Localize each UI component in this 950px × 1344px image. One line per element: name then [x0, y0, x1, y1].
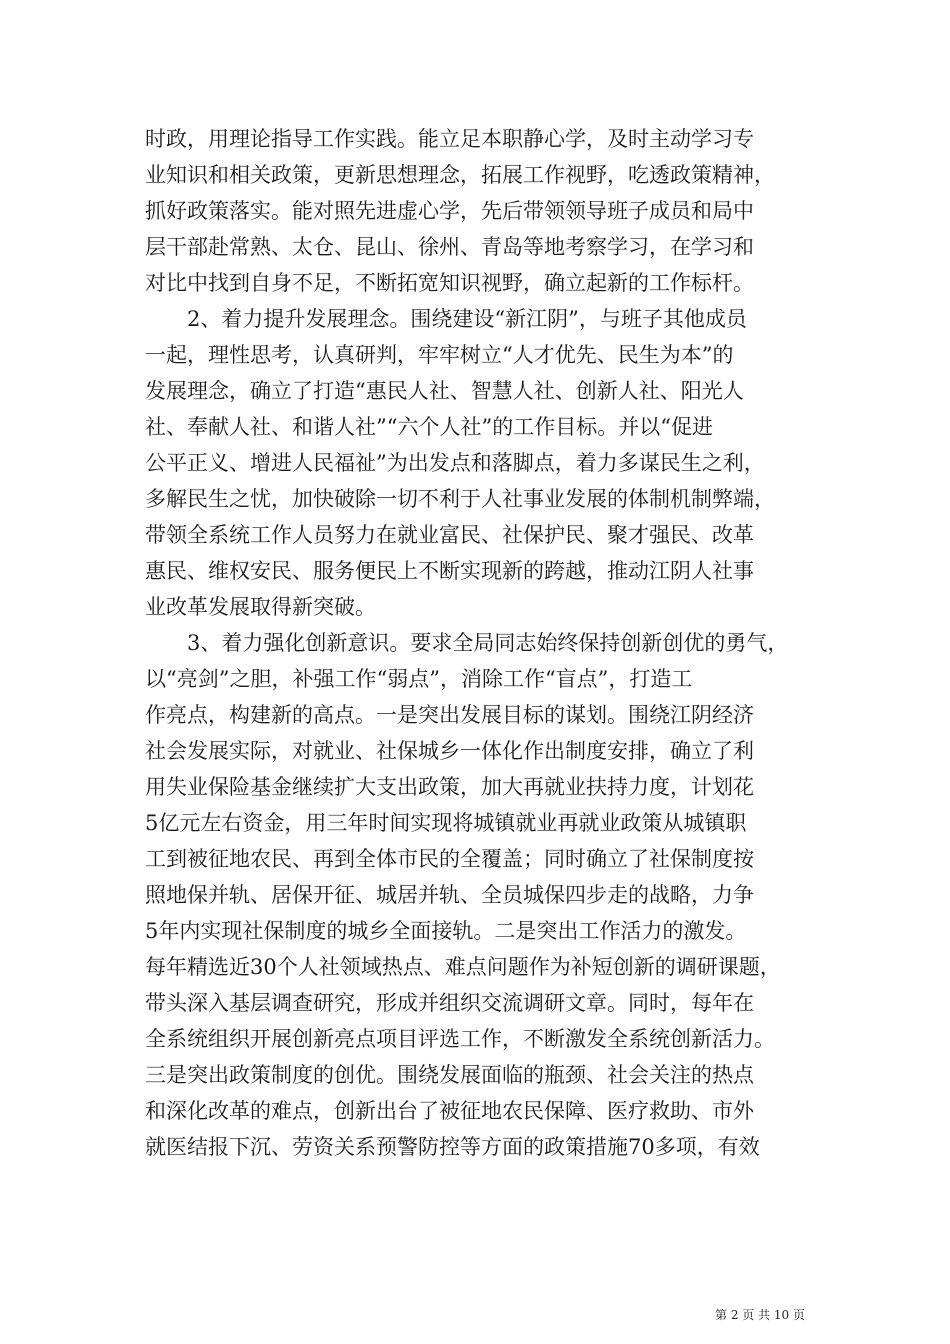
text-line: 5年内实现社保制度的城乡全面接轨。二是突出工作活力的激发。 — [145, 919, 747, 943]
text-line: 公平正义、增进人民福祉”为出发点和落脚点，着力多谋民生之利， — [145, 451, 765, 475]
text-line: 用失业保险基金继续扩大支出政策，加大再就业扶持力度，计划花 — [145, 775, 754, 799]
text-line: 社、奉献人社、和谐人社”“六个人社”的工作目标。并以“促进 — [145, 415, 713, 439]
text-line: 对比中找到自身不足，不断拓宽知识视野，确立起新的工作标杆。 — [145, 271, 754, 295]
text-line: 社会发展实际，对就业、社保城乡一体化作出制度安排，确立了利 — [145, 739, 754, 763]
text-line: 时政，用理论指导工作实践。能立足本职静心学，及时主动学习专 — [145, 127, 754, 151]
text-line: 多解民生之忧，加快破除一切不利于人社事业发展的体制机制弊端， — [145, 487, 775, 511]
text-line: 工到被征地农民、再到全体市民的全覆盖；同时确立了社保制度按 — [145, 847, 754, 871]
text-line: 发展理念，确立了打造“惠民人社、智慧人社、创新人社、阳光人 — [145, 379, 744, 403]
text-line: 抓好政策落实。能对照先进虚心学，先后带领领导班子成员和局中 — [145, 199, 754, 223]
text-line: 和深化改革的难点，创新出台了被征地农民保障、医疗救助、市外 — [145, 1099, 754, 1123]
page-number-footer: 第 2 页 共 10 页 — [715, 1308, 805, 1322]
text-line: 照地保并轨、居保开征、城居并轨、全员城保四步走的战略，力争 — [145, 883, 754, 907]
text-line: 带领全系统工作人员努力在就业富民、社保护民、聚才强民、改革 — [145, 523, 754, 547]
text-line: 一起，理性思考，认真研判，牢牢树立“人才优先、民生为本”的 — [145, 343, 734, 367]
text-line: 就医结报下沉、劳资关系预警防控等方面的政策措施70多项，有效 — [145, 1135, 760, 1159]
text-line: 惠民、维权安民、服务便民上不断实现新的跨越，推动江阴人社事 — [145, 559, 754, 583]
text-line: 业改革发展取得新突破。 — [145, 595, 376, 619]
text-line: 业知识和相关政策，更新思想理念，拓展工作视野，吃透政策精神， — [145, 163, 775, 187]
text-line: 每年精选近30个人社领域热点、难点问题作为补短创新的调研课题， — [145, 955, 781, 979]
text-line: 全系统组织开展创新亮点项目评选工作，不断激发全系统创新活力。 — [145, 1027, 775, 1051]
text-line: 3、着力强化创新意识。要求全局同志始终保持创新创优的勇气， — [145, 631, 789, 655]
text-line: 5亿元左右资金，用三年时间实现将城镇就业再就业政策从城镇职 — [145, 811, 747, 835]
text-line: 作亮点，构建新的高点。一是突出发展目标的谋划。围绕江阴经济 — [145, 703, 754, 727]
text-line: 带头深入基层调查研究，形成并组织交流调研文章。同时，每年在 — [145, 991, 754, 1015]
text-line: 以“亮剑”之胆，补强工作“弱点”，消除工作“盲点”，打造工 — [145, 667, 693, 691]
body-text — [145, 121, 817, 1165]
text-line: 层干部赴常熟、太仓、昆山、徐州、青岛等地考察学习，在学习和 — [145, 235, 754, 259]
text-line: 2、着力提升发展理念。围绕建设“新江阴”，与班子其他成员 — [145, 307, 747, 331]
text-line: 三是突出政策制度的创优。围绕发展面临的瓶颈、社会关注的热点 — [145, 1063, 754, 1087]
